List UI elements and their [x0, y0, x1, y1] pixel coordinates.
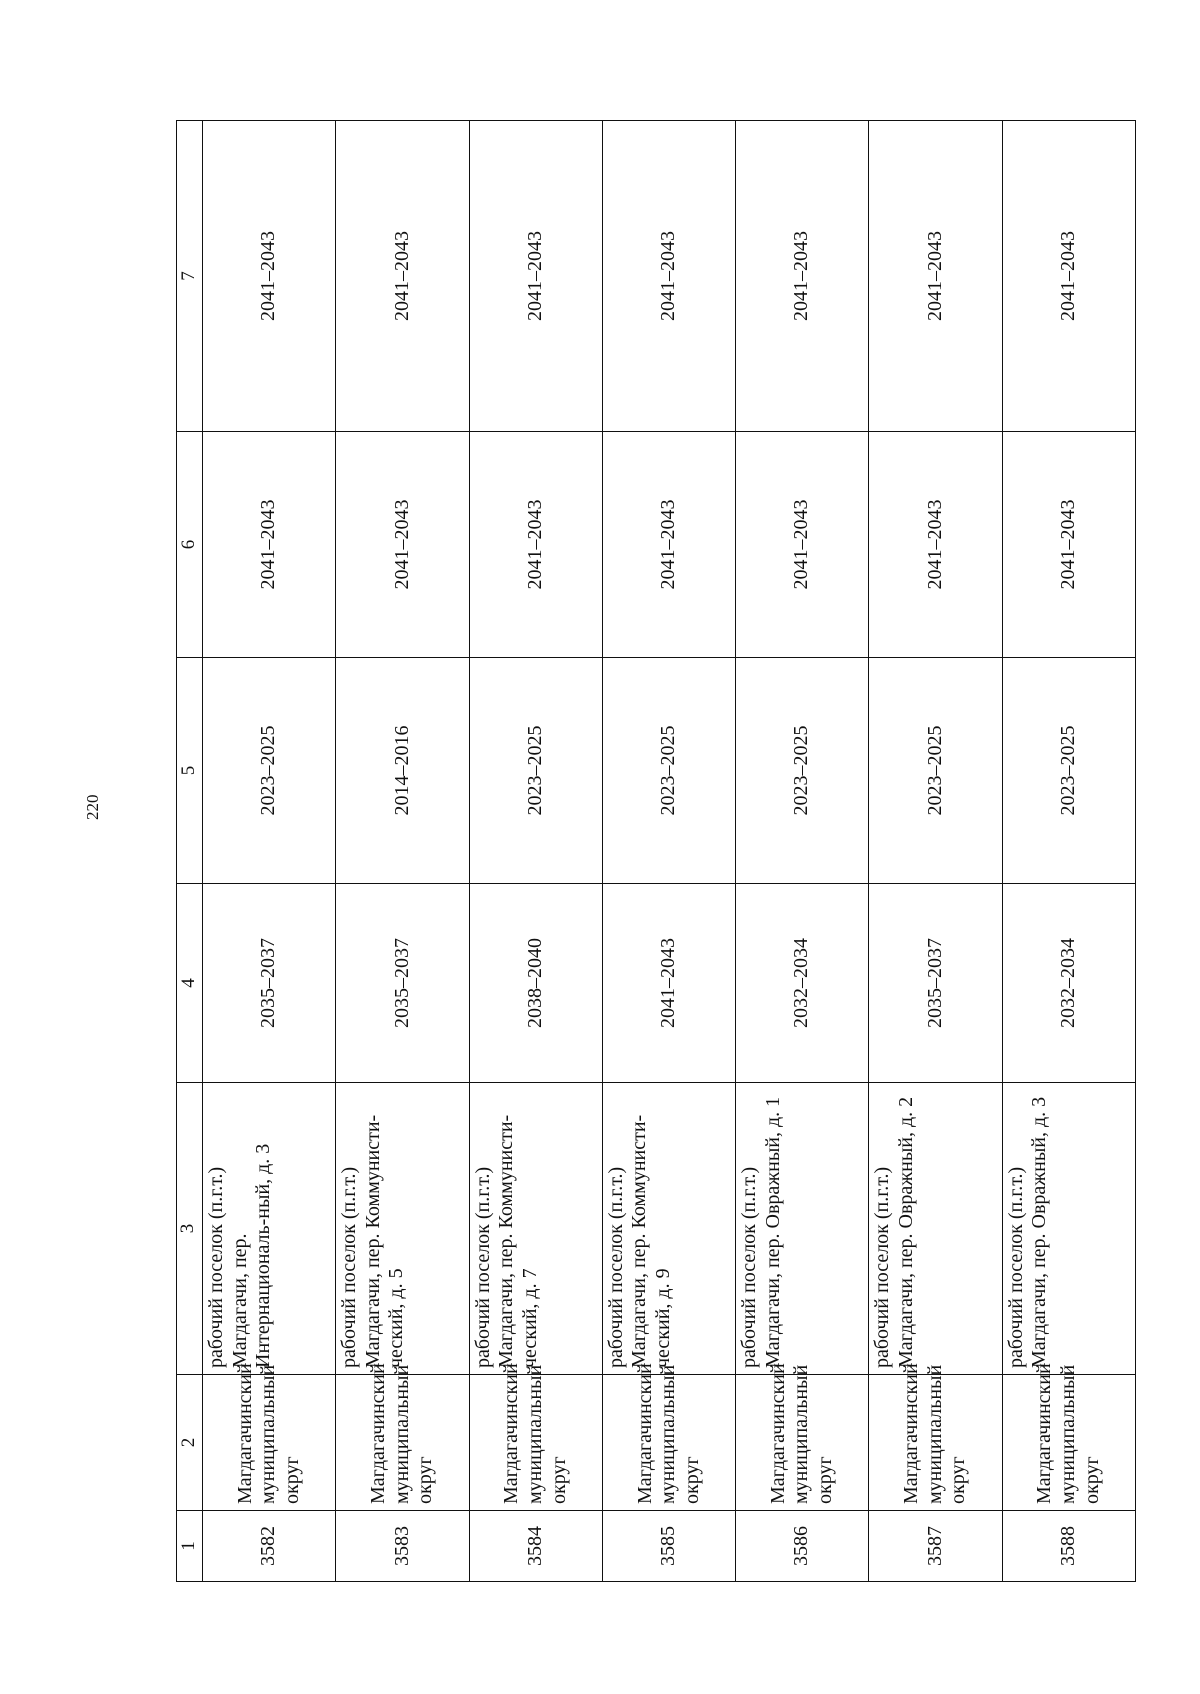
- period-cell-7: 2041–2043: [203, 121, 336, 432]
- address-cell: рабочий поселок (п.г.т.) Магдагачи, пер. Овражный, д. 1: [736, 1083, 869, 1375]
- municipality-cell: Магдагачинский муниципальный округ: [336, 1375, 469, 1511]
- address-cell: рабочий поселок (п.г.т.) Магдагачи, пер. Овражный, д. 3: [1002, 1083, 1135, 1375]
- period-cell-4: 2035–2037: [203, 884, 336, 1083]
- page-number: 220: [83, 794, 102, 820]
- table-row: [869, 121, 1002, 1582]
- period-cell-6: 2041–2043: [869, 432, 1002, 658]
- period-cell-6: 2041–2043: [602, 432, 735, 658]
- row-number: 3583: [336, 1511, 469, 1582]
- period-cell-5: 2023–2025: [469, 658, 602, 884]
- table-row: [336, 121, 469, 1582]
- table-frame: [176, 120, 1136, 1582]
- period-cell-7: 2041–2043: [1002, 121, 1135, 432]
- row-number: 3588: [1002, 1511, 1135, 1582]
- municipality-cell: Магдагачинский муниципальный округ: [1002, 1375, 1135, 1511]
- address-cell: рабочий поселок (п.г.т.) Магдагачи, пер. Овражный, д. 2: [869, 1083, 1002, 1375]
- municipality-cell: Магдагачинский муниципальный округ: [869, 1375, 1002, 1511]
- period-cell-4: 2035–2037: [336, 884, 469, 1083]
- municipality-cell: Магдагачинский муниципальный округ: [469, 1375, 602, 1511]
- column-header: 1: [177, 1511, 203, 1582]
- row-number: 3584: [469, 1511, 602, 1582]
- column-header: 4: [177, 884, 203, 1083]
- column-header: 3: [177, 1083, 203, 1375]
- period-cell-6: 2041–2043: [736, 432, 869, 658]
- period-cell-5: 2023–2025: [1002, 658, 1135, 884]
- period-cell-4: 2032–2034: [1002, 884, 1135, 1083]
- period-cell-5: 2014–2016: [336, 658, 469, 884]
- period-cell-7: 2041–2043: [336, 121, 469, 432]
- row-number: 3586: [736, 1511, 869, 1582]
- period-cell-5: 2023–2025: [203, 658, 336, 884]
- row-number: 3582: [203, 1511, 336, 1582]
- municipality-cell: Магдагачинский муниципальный округ: [203, 1375, 336, 1511]
- table-row: [203, 121, 336, 1582]
- address-cell: рабочий поселок (п.г.т.) Магдагачи, пер. Коммунисти-ческий, д. 5: [336, 1083, 469, 1375]
- table-row: [602, 121, 735, 1582]
- column-header: 6: [177, 432, 203, 658]
- header-row: [177, 121, 203, 1582]
- period-cell-7: 2041–2043: [736, 121, 869, 432]
- table-row: [1002, 121, 1135, 1582]
- period-cell-7: 2041–2043: [602, 121, 735, 432]
- period-cell-7: 2041–2043: [869, 121, 1002, 432]
- row-number: 3587: [869, 1511, 1002, 1582]
- period-cell-4: 2035–2037: [869, 884, 1002, 1083]
- address-cell: рабочий поселок (п.г.т.) Магдагачи, пер. Коммунисти-ческий, д. 9: [602, 1083, 735, 1375]
- period-cell-6: 2041–2043: [1002, 432, 1135, 658]
- period-cell-5: 2023–2025: [869, 658, 1002, 884]
- period-cell-7: 2041–2043: [469, 121, 602, 432]
- period-cell-6: 2041–2043: [469, 432, 602, 658]
- period-cell-4: 2032–2034: [736, 884, 869, 1083]
- data-table: [176, 120, 1136, 1582]
- period-cell-4: 2041–2043: [602, 884, 735, 1083]
- municipality-cell: Магдагачинский муниципальный округ: [736, 1375, 869, 1511]
- address-cell: рабочий поселок (п.г.т.) Магдагачи, пер. Коммунисти-ческий, д. 7: [469, 1083, 602, 1375]
- period-cell-4: 2038–2040: [469, 884, 602, 1083]
- column-header: 2: [177, 1375, 203, 1511]
- column-header: 7: [177, 121, 203, 432]
- period-cell-5: 2023–2025: [736, 658, 869, 884]
- address-cell: рабочий поселок (п.г.т.) Магдагачи, пер. Интернациональ-ный, д. 3: [203, 1083, 336, 1375]
- table-row: [469, 121, 602, 1582]
- table-row: [736, 121, 869, 1582]
- column-header: 5: [177, 658, 203, 884]
- municipality-cell: Магдагачинский муниципальный округ: [602, 1375, 735, 1511]
- row-number: 3585: [602, 1511, 735, 1582]
- period-cell-6: 2041–2043: [336, 432, 469, 658]
- period-cell-6: 2041–2043: [203, 432, 336, 658]
- period-cell-5: 2023–2025: [602, 658, 735, 884]
